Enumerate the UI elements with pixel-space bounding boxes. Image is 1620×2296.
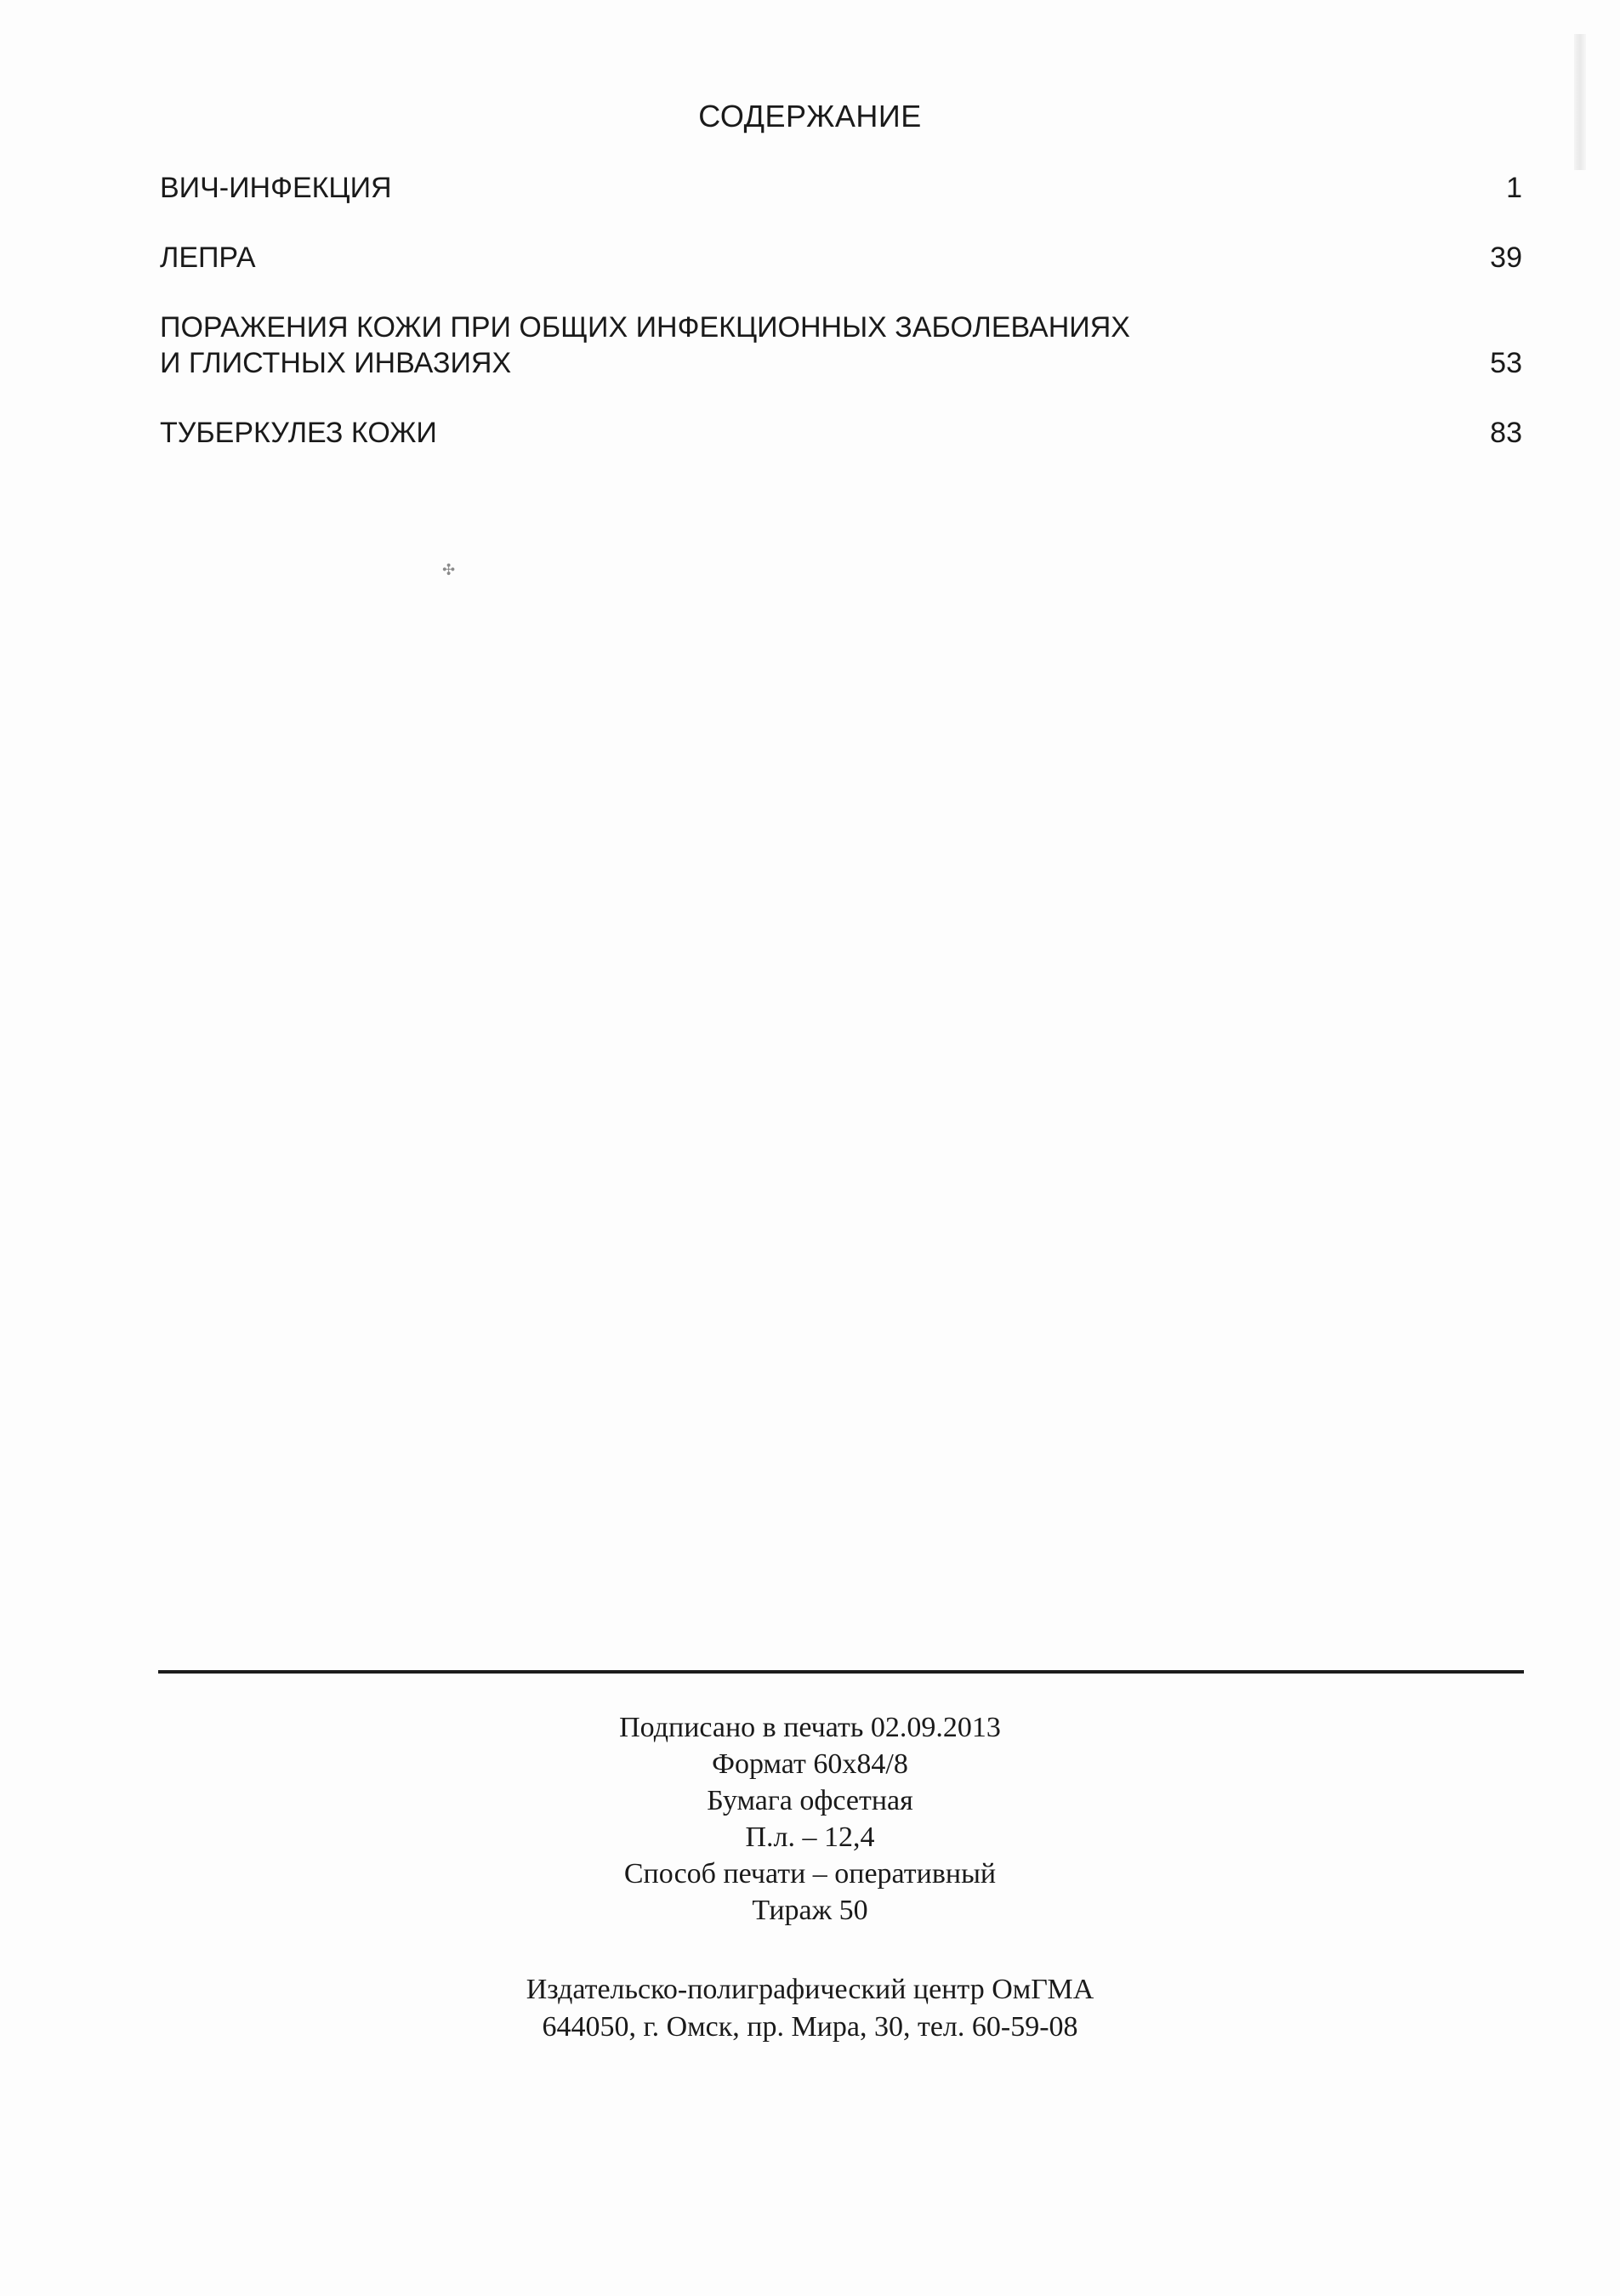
toc-entry-line: ТУБЕРКУЛЕЗ КОЖИ — [160, 417, 437, 449]
publisher-block — [0, 1971, 1620, 2046]
toc-entry-page: 39 — [1490, 242, 1522, 274]
toc-entry — [160, 415, 1522, 451]
toc-entry-page: 53 — [1490, 347, 1522, 379]
publisher-address: 644050, г. Омск, пр. Мира, 30, тел. 60-59-08 — [542, 2011, 1078, 2043]
imprint-line: Способ печати – оперативный — [623, 1858, 997, 1890]
toc-entry-label — [160, 310, 1130, 381]
toc-entry — [160, 240, 1522, 276]
toc-entry-label — [160, 170, 392, 206]
toc-entry-page: 83 — [1490, 417, 1522, 449]
toc-entry-line: И ГЛИСТНЫХ ИНВАЗИЯХ — [160, 347, 512, 379]
scan-artifact: ✣ — [442, 561, 456, 579]
imprint-line: Тираж 50 — [752, 1895, 868, 1926]
toc-entry-line: ВИЧ-ИНФЕКЦИЯ — [160, 172, 392, 204]
table-of-contents — [160, 170, 1522, 485]
toc-entry — [160, 310, 1522, 381]
imprint-block — [0, 1709, 1620, 1929]
toc-title: СОДЕРЖАНИЕ — [698, 99, 922, 134]
toc-entry-line: ЛЕПРА — [160, 242, 256, 274]
imprint-line: Бумага офсетная — [707, 1785, 913, 1816]
toc-entry — [160, 170, 1522, 206]
publisher-name: Издательско-полиграфический центр ОмГМА — [526, 1974, 1094, 2005]
imprint-line: П.л. – 12,4 — [745, 1821, 875, 1853]
toc-entry-page: 1 — [1506, 172, 1522, 204]
imprint-divider — [158, 1670, 1524, 1674]
imprint-line: Формат 60х84/8 — [712, 1748, 908, 1780]
toc-entry-label — [160, 240, 256, 276]
toc-entry-label — [160, 415, 437, 451]
imprint-line: Подписано в печать 02.09.2013 — [619, 1712, 1001, 1743]
toc-entry-line: ПОРАЖЕНИЯ КОЖИ ПРИ ОБЩИХ ИНФЕКЦИОННЫХ ЗАБОЛЕВАНИЯХ — [160, 311, 1130, 344]
